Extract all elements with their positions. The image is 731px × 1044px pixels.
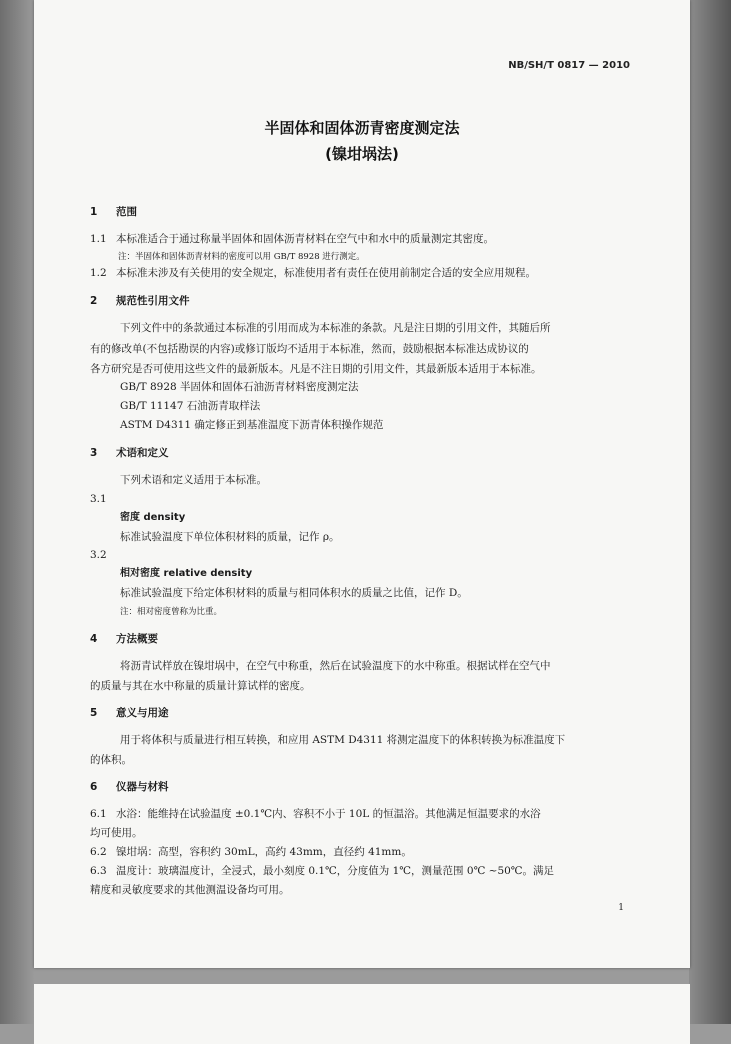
term-3-1-name: 密度 density (120, 512, 186, 523)
section-number: 4 (90, 633, 98, 645)
section-title: 术语和定义 (116, 447, 169, 459)
term-3-1-number: 3.1 (90, 493, 107, 505)
clause-1-1 (90, 232, 636, 246)
section-title: 范围 (116, 206, 137, 218)
document-title: 半固体和固体沥青密度测定法 (264, 119, 460, 137)
standard-code: NB/SH/T 0817 — 2010 (508, 60, 630, 71)
term-3-1-definition: 标准试验温度下单位体积材料的质量，记作 ρ。 (120, 531, 340, 543)
viewer-background-left (0, 0, 34, 1024)
next-page-preview (34, 984, 690, 1044)
section-5-paragraph-line: 的体积。 (90, 754, 132, 766)
term-3-2-note: 注：相对密度曾称为比重。 (120, 607, 223, 617)
clause-number: 6.2 (90, 846, 107, 858)
term-3-2-number: 3.2 (90, 549, 107, 561)
note-1: 注：半固体和固体沥青材料的密度可以用 GB/T 8928 进行测定。 (118, 252, 365, 262)
clause-6-2 (90, 845, 636, 859)
section-title: 规范性引用文件 (116, 295, 190, 307)
section-4-paragraph-line: 的质量与其在水中称量的质量计算试样的密度。 (90, 680, 311, 692)
section-title: 仪器与材料 (116, 781, 169, 793)
reference-item: GB/T 8928 半固体和固体石油沥青材料密度测定法 (120, 381, 359, 393)
clause-text: 本标准未涉及有关使用的安全规定，标准使用者有责任在使用前制定合适的安全应用规程。 (116, 267, 536, 279)
section-title: 方法概要 (116, 633, 158, 645)
section-3-intro: 下列术语和定义适用于本标准。 (120, 474, 267, 486)
section-number: 6 (90, 781, 98, 793)
clause-number: 6.3 (90, 865, 107, 877)
clause-text: 镍坩埚：高型，容积约 30mL，高约 43mm，直径约 41mm。 (116, 846, 412, 858)
section-4-paragraph-line: 将沥青试样放在镍坩埚中，在空气中称重，然后在试验温度下的水中称重。根据试样在空气中 (120, 660, 551, 672)
document-subtitle: (镍坩埚法) (325, 145, 399, 163)
clause-6-3 (90, 864, 636, 878)
clause-text: 本标准适合于通过称量半固体和固体沥青材料在空气中和水中的质量测定其密度。 (116, 233, 494, 245)
reference-item: GB/T 11147 石油沥青取样法 (120, 400, 261, 412)
term-3-2-name: 相对密度 relative density (120, 568, 253, 579)
section-4-heading (90, 632, 636, 646)
term-3-2-definition: 标准试验温度下给定体积材料的质量与相同体积水的质量之比值，记作 D。 (120, 587, 468, 599)
section-3-heading (90, 446, 636, 460)
section-5-heading (90, 706, 636, 720)
reference-item: ASTM D4311 确定修正到基准温度下沥青体积操作规范 (120, 419, 384, 431)
section-1-heading (90, 205, 636, 219)
clause-6-1-continued: 均可使用。 (90, 827, 143, 839)
clause-text: 温度计：玻璃温度计，全浸式，最小刻度 0.1℃，分度值为 1℃，测量范围 0℃ ~50℃。满足 (116, 865, 555, 877)
section-2-paragraph-line: 有的修改单(不包括勘误的内容)或修订版均不适用于本标准，然而，鼓励根据本标准达成协议的 (90, 343, 529, 355)
clause-6-3-continued: 精度和灵敏度要求的其他测温设备均可用。 (90, 884, 290, 896)
clause-number: 6.1 (90, 808, 107, 820)
section-5-paragraph-line: 用于将体积与质量进行相互转换，和应用 ASTM D4311 将测定温度下的体积转换为标准温度下 (120, 734, 566, 746)
viewer-background-right (689, 0, 731, 1024)
section-number: 1 (90, 206, 98, 218)
clause-text: 水浴：能维持在试验温度 ±0.1℃内、容积不小于 10L 的恒温浴。其他满足恒温要求的水浴 (116, 808, 541, 820)
section-number: 2 (90, 295, 98, 307)
clause-6-1 (90, 807, 636, 821)
section-title: 意义与用途 (116, 707, 169, 719)
page-number: 1 (618, 903, 624, 913)
document-page (34, 0, 690, 968)
clause-number: 1.2 (90, 267, 107, 279)
section-number: 3 (90, 447, 98, 459)
clause-1-2 (90, 266, 636, 280)
section-2-paragraph-line: 下列文件中的条款通过本标准的引用而成为本标准的条款。凡是注日期的引用文件，其随后所 (120, 322, 551, 334)
section-2-paragraph-line: 各方研究是否可使用这些文件的最新版本。凡是不注日期的引用文件，其最新版本适用于本标准。 (90, 363, 542, 375)
section-number: 5 (90, 707, 98, 719)
section-2-heading (90, 294, 636, 308)
section-6-heading (90, 780, 636, 794)
clause-number: 1.1 (90, 233, 107, 245)
